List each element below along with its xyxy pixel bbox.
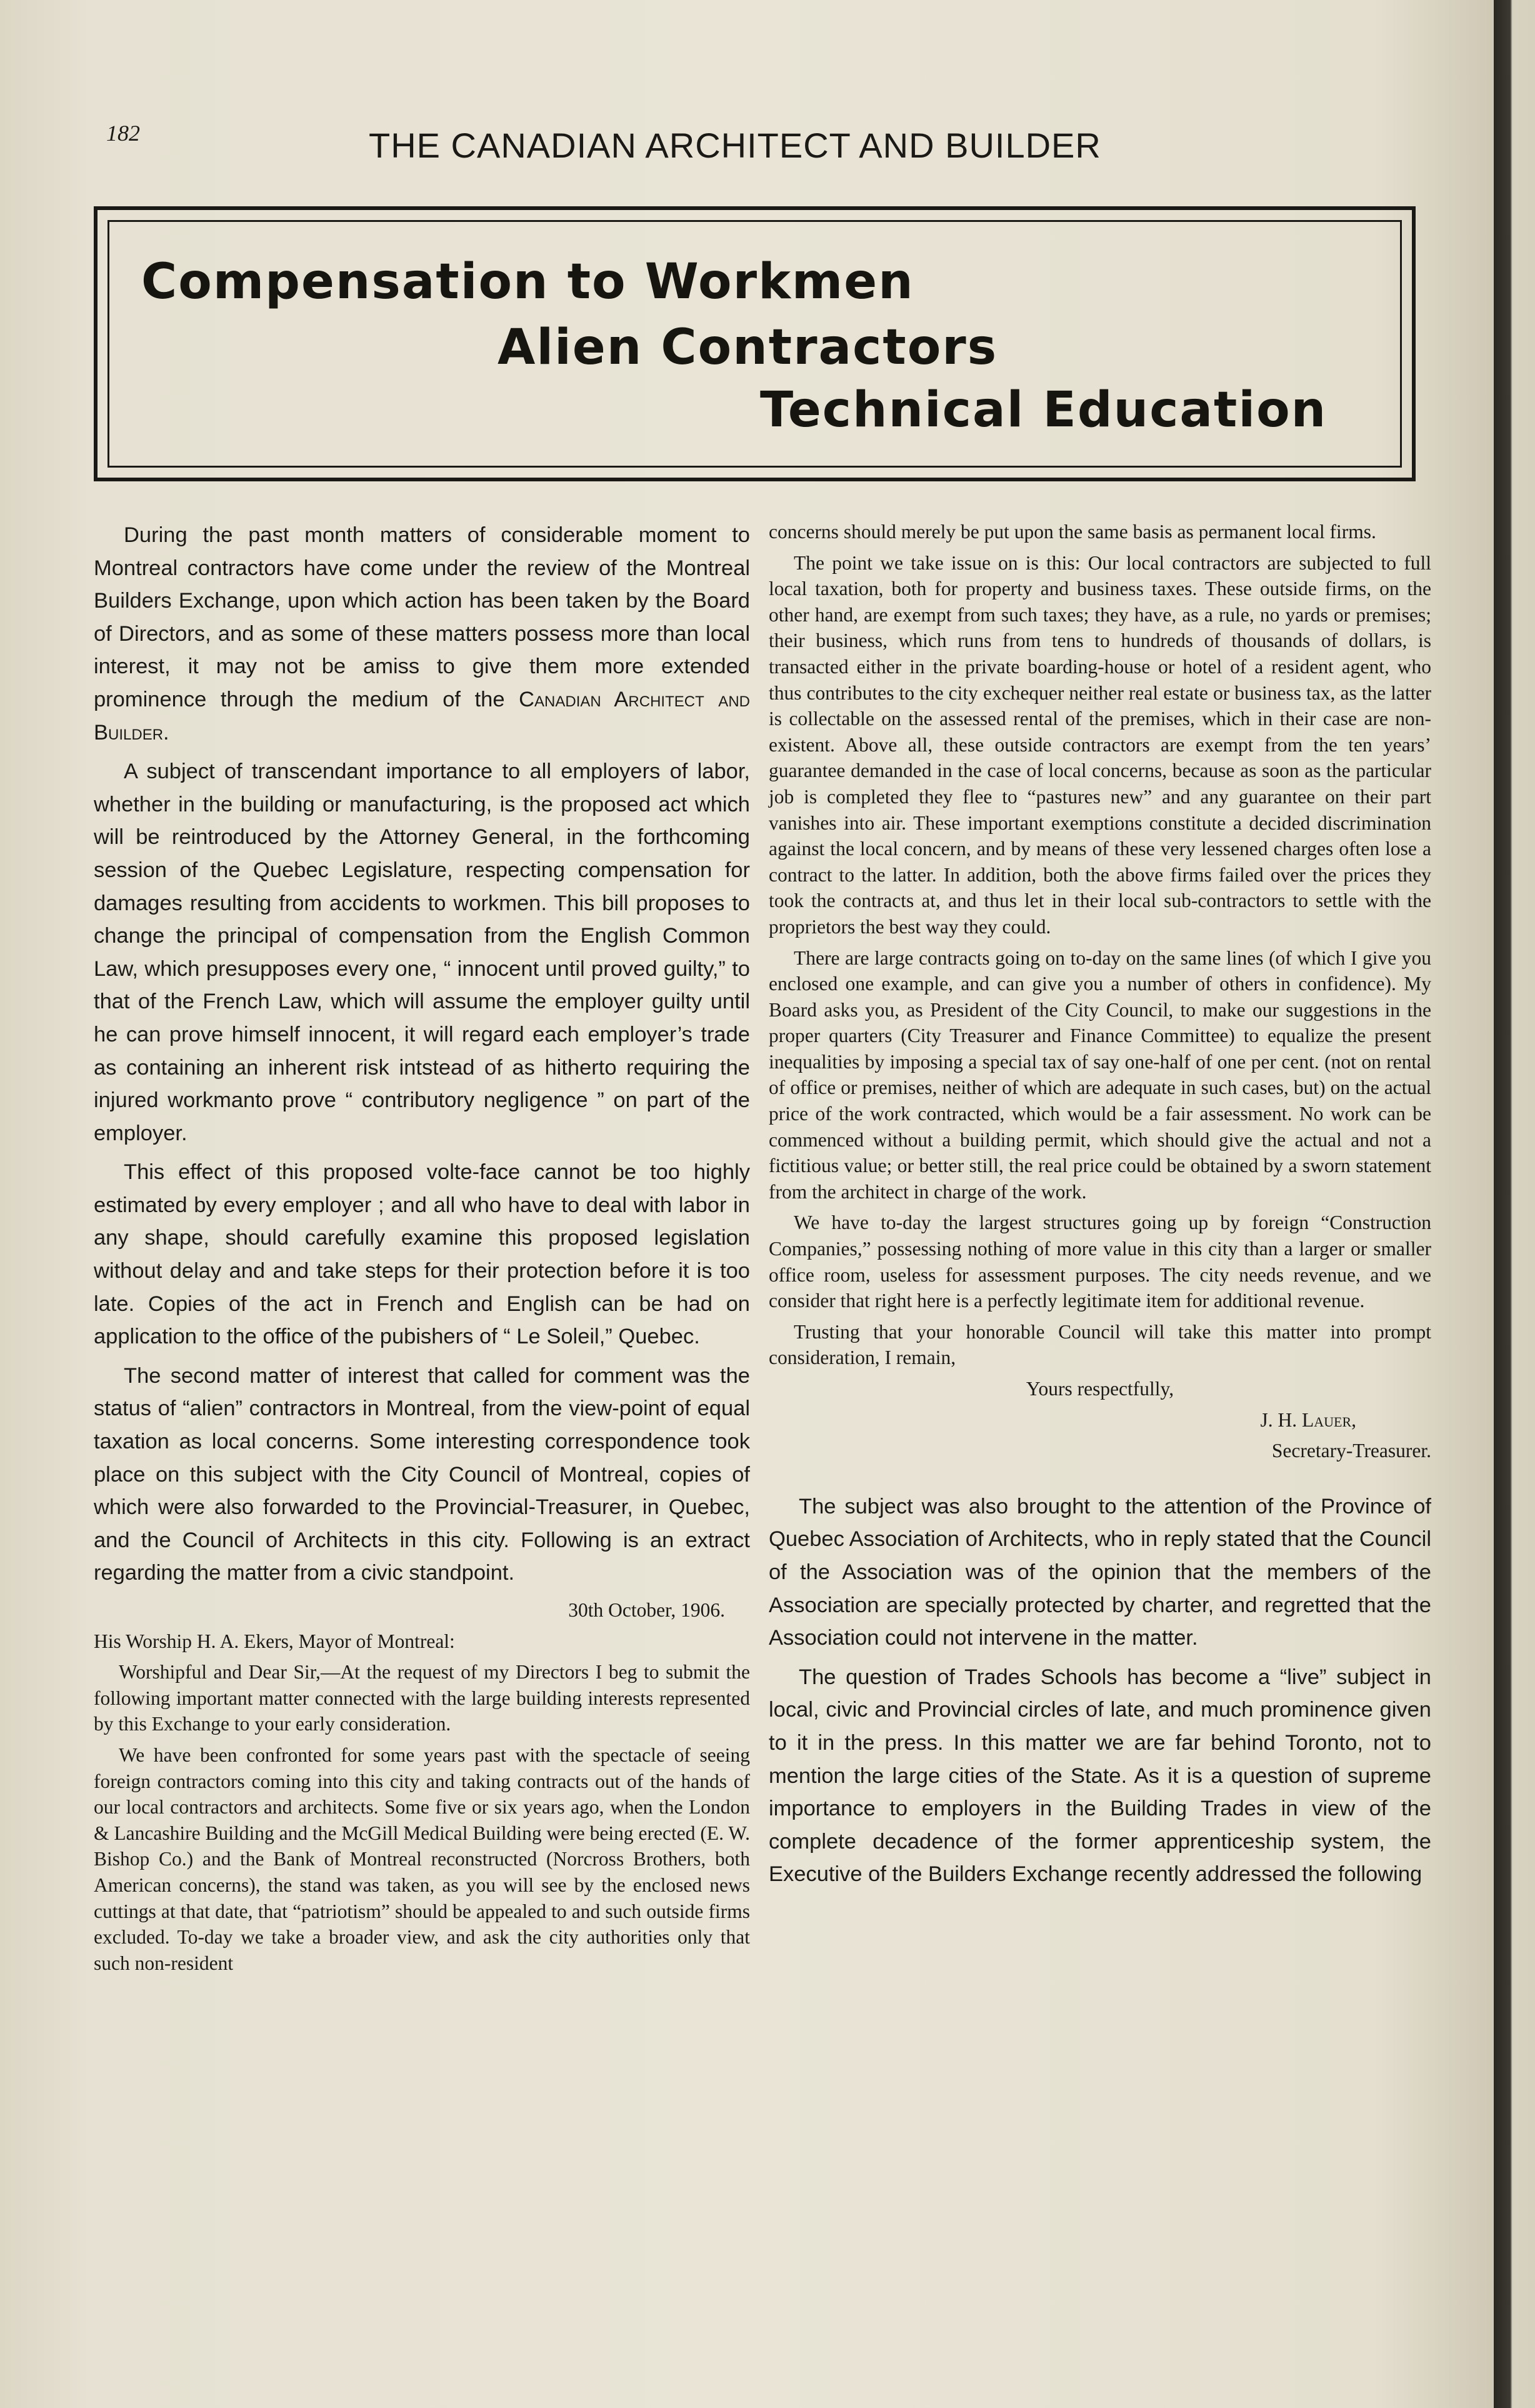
article-paragraph: A subject of transcendant importance to all employers of labor, whether in the building or manufacturing, is the proposed act which will be reintroduced by the Attorney General, in the forthcoming session of the Quebec Legislature, respecting compensation for damages resulting from accidents to workmen. This bill proposes to change the principal of compensation from the English Common Law, which presupposes every one, “ innocent until proved guilty,” to that of the French Law, which will assume the employer guilty until he can prove himself innocent, it will regard each employer’s trade as containing an inherent risk intstead of as hitherto requiring the injured workmanto prove “ contributory negligence ” on part of the employer. [94,760,750,1145]
page-number: 182 [106,121,140,146]
letter-paragraph: Trusting that your honorable Council will take this matter into prompt consideration, I remain, [769,1320,1431,1369]
letter-addressee: His Worship H. A. Ekers, Mayor of Montreal: [94,1630,455,1652]
headline-line-1: Compensation to Workmen [141,254,914,310]
running-head: THE CANADIAN ARCHITECT AND BUILDER [369,126,1101,165]
right-column [769,519,1431,1891]
article-paragraph: The question of Trades Schools has become a “live” subject in local, civic and Provincial circles of late, and much prominence given to it in the press. In this matter we are far behind Toronto, not to mention the large cities of the State. As it is a question of supreme importance to employers in the Building Trades in view of the complete decadence of the former apprenticeship system, the Executive of the Builders Exchange recently addressed the following [769,1665,1431,1887]
letter-paragraph: There are large contracts going on to-day on the same lines (of which I give you enclosed one example, and can give you a number of others in confidence). My Board asks you, as President of the City Council, to make our suggestions in the proper quarters (City Treasurer and Finance Committee) to equalize the present inequalities by imposing a special tax of say one-half of one per cent. (not on rental of office or premises, neither of which are adequate in such cases, but) on the actual price of the work contracted, which would be a fair assessment. No work can be commenced without a building permit, which should give the actual and not a fictitious value; or better still, the real price could be obtained by a sworn statement from the architect in charge of the work. [769,946,1431,1203]
headline-line-3: Technical Education [760,382,1328,438]
journal-name: Canadian Architect and Builder. [94,687,750,745]
article-paragraph: This effect of this proposed volte-face cannot be too highly estimated by every employer ; and all who have to deal with labor in any shape, should carefully examine this proposed legislation without delay and and take steps for their protection before it is too late. Copies of the act in French and English can be had on application to the office of the pubishers of “ Le Soleil,” Quebec. [94,1160,750,1349]
section-gap [769,1464,1431,1490]
letter-paragraph: We have to-day the largest structures going up by foreign “Construction Companies,” possessing nothing of more value in this city than a larger or smaller office room, useless for assessment purposes. The city needs revenue, and we consider that right here is a perfectly legitimate item for additional revenue. [769,1212,1431,1312]
article-paragraph: The subject was also brought to the attention of the Province of Quebec Association of Architects, who in reply stated that the Council of the Association was of the opinion that the members of the Association are specially protected by charter, and regretted that the Association could not intervene in the matter. [769,1494,1431,1650]
letter-signer-title: Secretary-Treasurer. [1271,1440,1431,1462]
paragraph-text: During the past month matters of considerable moment to Montreal contractors have come under the review of the Montreal Builders Exchange, upon which action has been taken by the Board of Directors, and as some of these matters possess more than local interest, it may not be amiss to give them more extended prominence through the medium of the [94,523,750,711]
letter-closing: Yours respectfully, [1026,1378,1174,1400]
article-paragraph [94,519,750,749]
headline-box [94,206,1416,481]
page-gutter-edge [1494,0,1535,2408]
headline-line-2: Alien Contractors [498,319,998,376]
letter-paragraph: The point we take issue on is this: Our local contractors are subjected to full local taxation, both for property and business taxes. These outside firms, on the other hand, are exempt from such taxes; they have, as a rule, no yards or premises; their business, which runs from tens to hundreds of thousands of dollars, is transacted either in the private boarding-house or hotel of a resident agent, who thus contributes to the city exchequer neither real estate or business tax, as the latter is collectable on the assessed rental of the premises, which in their case are non-existent. Above all, these outside contractors are exempt from the ten years’ guarantee demanded in the case of local concerns, because as soon as the particular job is completed they flee to “pastures new” and any guarantee on their part vanishes into air. These important exemptions constitute a decided discrimination against the local concern, and by means of these very lessened charges often lose a contract to the latter. In addition, both the above firms failed over the prices they took the contracts at, and thus let in their local sub-contractors to settle with the proprietors the best way they could. [769,551,1431,938]
letter-paragraph: Worshipful and Dear Sir,—At the request of my Directors I beg to submit the following important matter connected with the large building interests represented by this Exchange to your early consideration. [94,1661,750,1735]
letter-paragraph: We have been confronted for some years past with the spectacle of seeing foreign contractors coming into this city and taking contracts out of the hands of our local contractors and architects. Some five or six years ago, when the London & Lancashire Building and the McGill Medical Building were being erected (E. W. Bishop Co.) and the Bank of Montreal reconstructed (Norcross Brothers, both American concerns), the stand was taken, as you will see by the enclosed news cuttings at that date, that “patriotism” should be appealed to and such outside firms excluded. To-day we take a broader view, and ask the city authorities only that such non-resident [94,1743,750,1974]
letter-paragraph-continued: concerns should merely be put upon the same basis as permanent local firms. [769,521,1376,543]
letter-date: 30th October, 1906. [568,1599,725,1621]
letter-signer: J. H. Lauer, [1260,1408,1356,1431]
left-column [94,519,750,1976]
article-paragraph: The second matter of interest that called for comment was the status of “alien” contractors in Montreal, from the view-point of equal taxation as local concerns. Some interesting correspondence took place on this subject with the City Council of Montreal, copies of which were also forwarded to the Provincial-Treasurer, in Quebec, and the Council of Architects in this city. Following is an extract regarding the matter from a civic standpoint. [94,1363,750,1585]
